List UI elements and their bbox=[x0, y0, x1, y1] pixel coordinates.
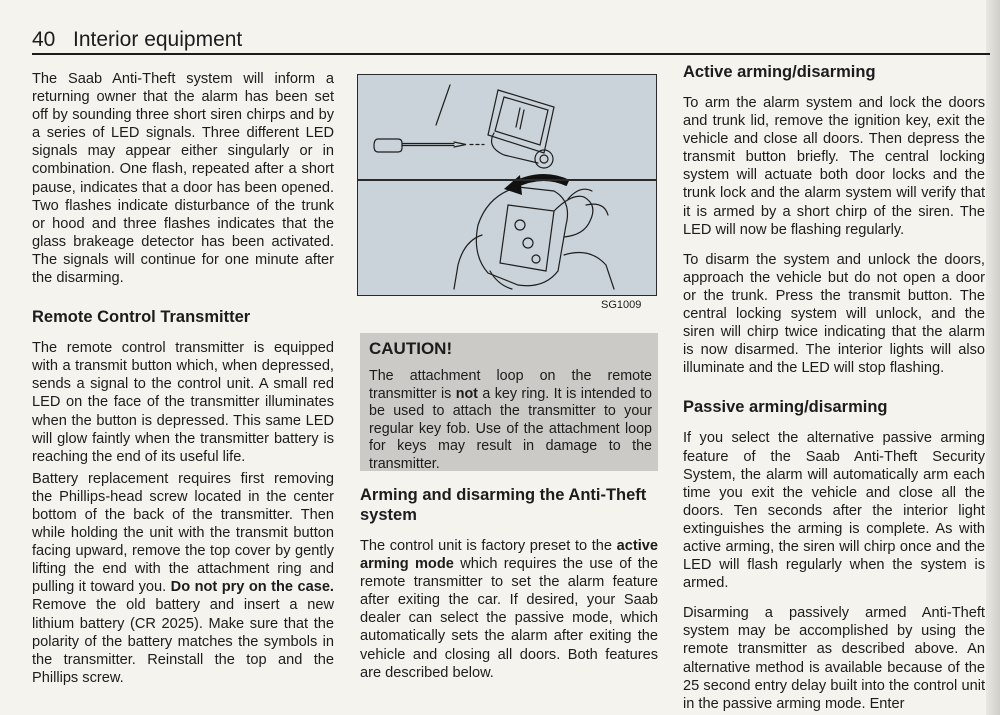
column-left bbox=[32, 70, 334, 687]
page-edge bbox=[986, 0, 1000, 715]
passive-arming-heading: Passive arming/disarming bbox=[683, 398, 888, 417]
caution-box bbox=[360, 333, 658, 471]
arming-heading: Arming and disarming the Anti-Theft system bbox=[360, 486, 647, 524]
header-rule bbox=[32, 53, 990, 55]
transmitter-drawing bbox=[358, 75, 655, 294]
active-arming-heading: Active arming/disarming bbox=[683, 63, 876, 81]
caution-emphasis: not bbox=[455, 385, 478, 402]
passive-arming-paragraph: If you select the alternative passive arming feature of the Saab Anti-Theft Security System, the alarm will automatically arm each time you exit the vehicle and close all the doors. Ten seconds after the interior light extinguishes the arming is complete. As with active arming, the siren will chirp once and the LED will flash regularly when the system is armed. bbox=[683, 430, 985, 592]
arming-emphasis: active arming mode bbox=[360, 538, 658, 573]
transmitter-illustration bbox=[357, 74, 657, 296]
caution-title: CAUTION! bbox=[369, 339, 453, 358]
active-arming-paragraph: To arm the alarm system and lock the doors and trunk lid, remove the ignition key, exit the vehicle and close all doors. Then depress the transmit button briefly. The central locking system will actuate both door locks and the trunk lock and the alarm system will verify that it is armed by a short chirp of the siren. The LED will now be flashing regularly. bbox=[683, 95, 985, 238]
figure-label: SG1009 bbox=[601, 299, 642, 311]
disarm-paragraph: To disarm the system and unlock the doors, approach the vehicle but do not open a door or the trunk. Press the transmit button. The central locking system will unlock, and the siren will chirp twice indicating that the alarm is now disarmed. The interior lights will also illuminate and the LED will stop flashing. bbox=[683, 251, 985, 377]
section-title: Interior equipment bbox=[73, 28, 243, 51]
figure-divider bbox=[358, 179, 656, 181]
battery-paragraph: Battery replacement requires first removing the Phillips-head screw located in the center bottom of the back of the transmitter. Then while holding the unit with the transmit button facing upward, remove the top cover by gently lifting the end with the attachment ring and pulling it toward you. Do not pry on the case. Remove the old battery and insert a new lithium battery (CR 2025). Make sure that the polarity of the battery matches the symbols in the transmitter. Reinstall the top and the Phillips screw. bbox=[32, 470, 334, 686]
passive-disarm-paragraph: Disarming a passively armed Anti-Theft system may be accomplished by using the remote transmitter as described above. An alternative method is available because of the 25 second entry delay built into the control unit in the passive arming mode. Enter bbox=[683, 605, 985, 712]
page-number: 40 bbox=[32, 28, 56, 51]
screwdriver-handle-icon bbox=[374, 139, 402, 152]
transmitter-paragraph: The remote control transmitter is equipped with a transmit button which, when depressed, sends a signal to the control unit. A small red LED on the face of the transmitter illuminates when the button is depressed. This same LED will glow faintly when the transmitter battery is reaching the end of its useful life. bbox=[32, 340, 334, 465]
arming-paragraph: The control unit is factory preset to the active arming mode which requires the use of the remote transmitter to set the alarm feature after exiting the car. If desired, your Saab dealer can select the passive mode, which automatically sets the alarm after exiting the vehicle and closing all doors. Both features are described below. bbox=[360, 538, 659, 681]
battery-warning: Do not pry on the case. bbox=[170, 579, 334, 596]
column-right bbox=[683, 62, 985, 713]
column-middle bbox=[360, 485, 658, 682]
caution-text: The attachment loop on the remote transmitter is not a key ring. It is intended to be used to attach the transmitter to your regular key fob. Use of the attachment loop for keys may result in damage to the transmitter. bbox=[369, 368, 653, 472]
intro-paragraph: The Saab Anti-Theft system will inform a returning owner that the alarm has been set off by sounding three short siren chirps and by a series of LED signals. Three different LED signals may appear either singularly or in combination. One flash, repeated after a short pause, indicates that a door has been opened. Two flashes indicate disturbance of the trunk or hood and three flashes indicates that the glass brakeage detector has been activated. The signals will continue for one minute after the disarming. bbox=[32, 71, 334, 287]
remote-control-heading: Remote Control Transmitter bbox=[32, 308, 251, 327]
